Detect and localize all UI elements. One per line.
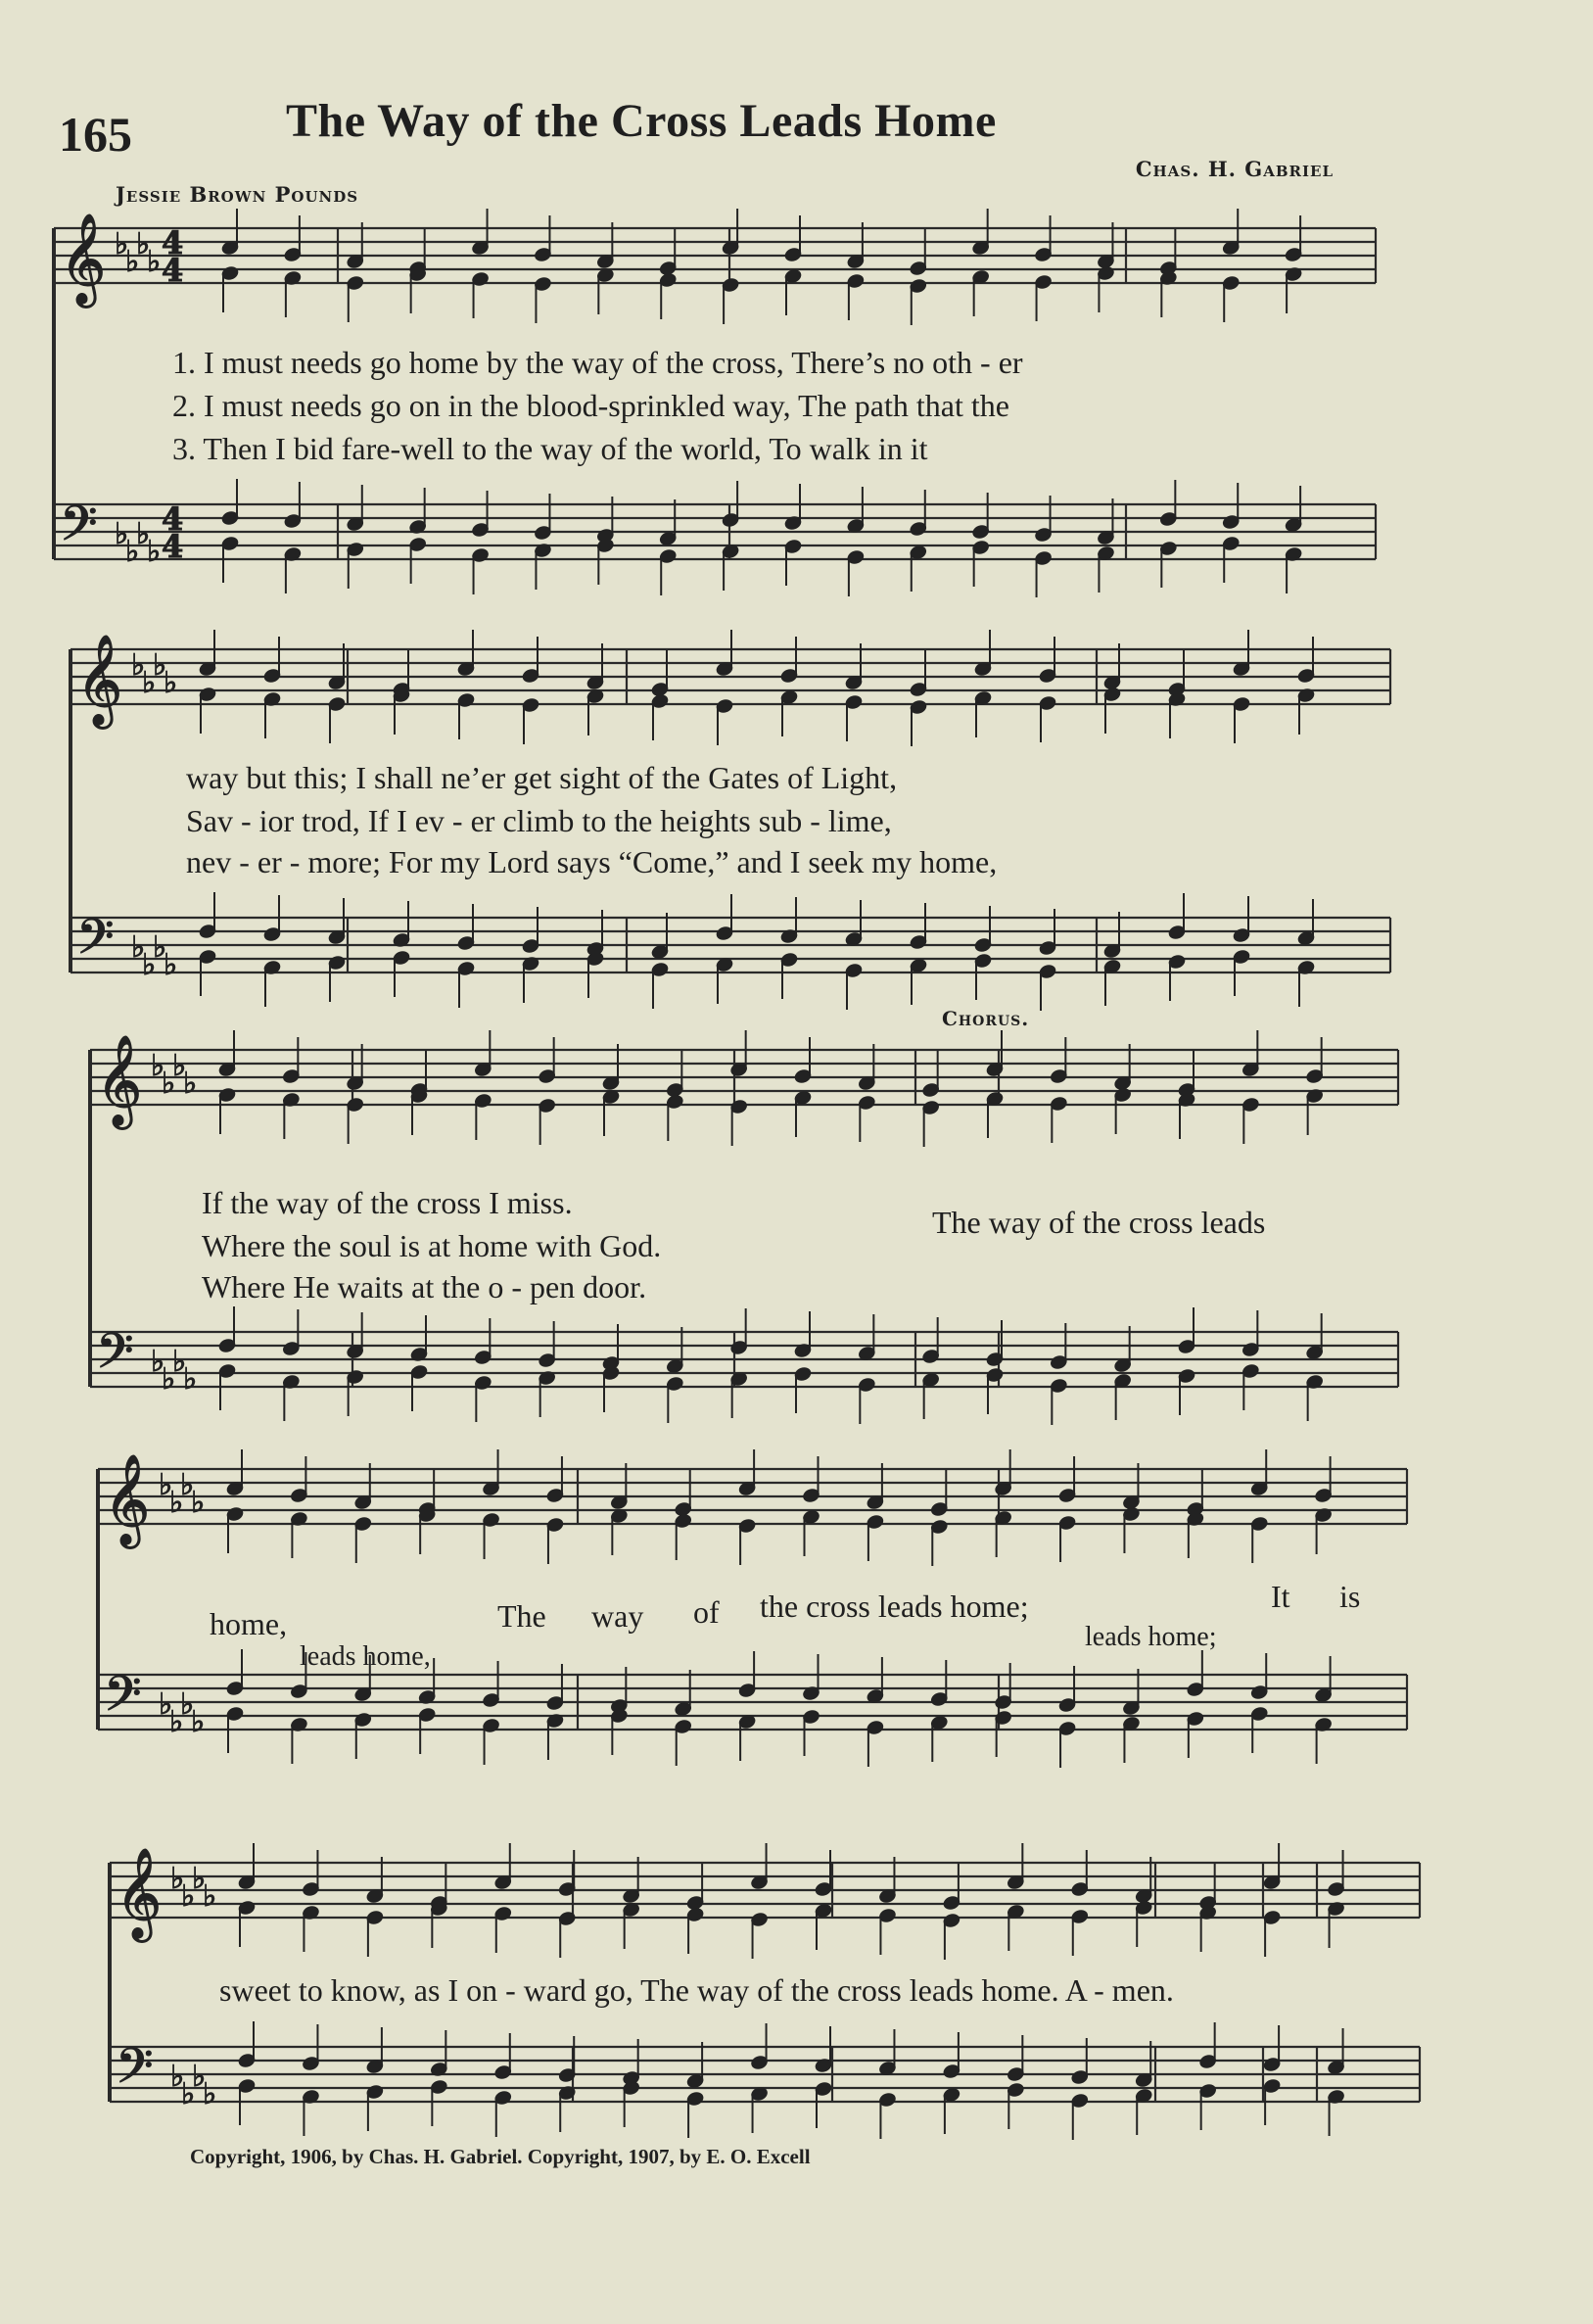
svg-text:♭: ♭ [183, 1362, 198, 1397]
svg-text:♭: ♭ [159, 1687, 173, 1722]
svg-text:♭: ♭ [192, 1862, 207, 1896]
lyric-s1-v2: 2. I must needs go on in the blood-sprinkled way, The path that the [172, 388, 1009, 423]
svg-text:♭: ♭ [153, 648, 167, 683]
svg-text:♭: ♭ [136, 517, 151, 551]
composer-credit: Chas. H. Gabriel [1135, 157, 1334, 181]
svg-text:♭: ♭ [203, 2077, 217, 2111]
lyric-s4-way: way [591, 1598, 644, 1634]
svg-text:♭: ♭ [136, 227, 151, 261]
svg-text:4: 4 [162, 252, 184, 289]
svg-text:♭: ♭ [180, 1687, 195, 1722]
svg-text:♭: ♭ [131, 648, 146, 683]
svg-text:♭: ♭ [147, 535, 162, 569]
lyric-chorus-line-1: The way of the cross leads [932, 1205, 1266, 1240]
svg-text:♭: ♭ [203, 1879, 217, 1914]
lyric-s4-alto-1: leads home, [300, 1641, 431, 1672]
svg-text:4: 4 [162, 500, 184, 538]
lyric-s1-v1: 1. I must needs go home by the way of the cross, There’s no oth - er [172, 345, 1023, 380]
svg-text:♭: ♭ [172, 1345, 187, 1379]
lyric-s4-cross-leads-home: the cross leads home; [760, 1589, 1029, 1624]
lyric-s3-v1: If the way of the cross I miss. [202, 1185, 573, 1220]
svg-text:𝄢: 𝄢 [60, 496, 98, 564]
svg-text:4: 4 [162, 224, 184, 261]
copyright-notice: Copyright, 1906, by Chas. H. Gabriel. Copyright, 1907, by E. O. Excell [190, 2145, 811, 2168]
svg-text:4: 4 [162, 528, 184, 565]
author-credit: Jessie Brown Pounds [116, 182, 359, 207]
lyric-s4-is: is [1339, 1579, 1361, 1614]
svg-text:♭: ♭ [125, 245, 140, 279]
svg-text:♭: ♭ [131, 930, 146, 965]
svg-text:♭: ♭ [169, 1705, 184, 1739]
svg-text:♭: ♭ [183, 1067, 198, 1101]
hymn-number: 165 [59, 107, 132, 162]
lyric-s2-v3: nev - er - more; For my Lord says “Come,” and I seek my home, [186, 844, 998, 879]
svg-text:♭: ♭ [170, 1862, 185, 1896]
svg-text:𝄢: 𝄢 [96, 1323, 134, 1392]
svg-text:♭: ♭ [153, 930, 167, 965]
svg-text:♭: ♭ [162, 1067, 176, 1101]
svg-text:♭: ♭ [142, 666, 157, 700]
svg-text:♭: ♭ [164, 948, 178, 982]
svg-text:𝄢: 𝄢 [76, 909, 115, 977]
lyric-s4-of: of [693, 1594, 720, 1630]
svg-text:♭: ♭ [180, 1468, 195, 1502]
lyric-s3-v2: Where the soul is at home with God. [202, 1228, 662, 1263]
svg-text:♭: ♭ [172, 1049, 187, 1083]
svg-text:♭: ♭ [162, 1362, 176, 1397]
svg-text:𝄞: 𝄞 [104, 1453, 151, 1544]
svg-text:𝄞: 𝄞 [76, 634, 123, 725]
chorus-label: Chorus. [942, 1007, 1030, 1030]
svg-text:♭: ♭ [170, 2060, 185, 2094]
svg-text:♭: ♭ [192, 2060, 207, 2094]
svg-text:♭: ♭ [164, 666, 178, 700]
svg-text:𝄞: 𝄞 [96, 1034, 143, 1125]
svg-text:♭: ♭ [142, 948, 157, 982]
svg-text:♭: ♭ [115, 227, 129, 261]
lyric-s4-it: It [1271, 1579, 1290, 1614]
svg-text:𝄞: 𝄞 [60, 213, 107, 304]
svg-text:♭: ♭ [191, 1705, 206, 1739]
svg-text:♭: ♭ [191, 1486, 206, 1520]
svg-text:♭: ♭ [151, 1049, 165, 1083]
hymn-title: The Way of the Cross Leads Home [286, 95, 997, 147]
svg-text:♭: ♭ [181, 2077, 196, 2111]
svg-text:♭: ♭ [115, 517, 129, 551]
svg-text:♭: ♭ [181, 1879, 196, 1914]
lyric-s3-v3: Where He waits at the o - pen door. [202, 1269, 647, 1304]
lyric-s4-alto-2: leads home; [1085, 1622, 1217, 1652]
lyric-s1-v3: 3. Then I bid fare-well to the way of the world, To walk in it [172, 431, 928, 466]
svg-text:♭: ♭ [159, 1468, 173, 1502]
svg-text:♭: ♭ [151, 1345, 165, 1379]
lyric-s4-the: The [497, 1598, 546, 1634]
svg-text:𝄢: 𝄢 [116, 2038, 154, 2107]
lyric-s5: sweet to know, as I on - ward go, The way of the cross leads home. A - men. [219, 1972, 1174, 2008]
lyric-s4-home: home, [210, 1606, 288, 1641]
svg-text:♭: ♭ [147, 245, 162, 279]
svg-text:♭: ♭ [169, 1486, 184, 1520]
svg-text:𝄢: 𝄢 [104, 1666, 142, 1734]
lyric-s2-v1: way but this; I shall ne’er get sight of the Gates of Light, [186, 760, 898, 795]
lyric-s2-v2: Sav - ior trod, If I ev - er climb to the heights sub - lime, [186, 803, 892, 838]
svg-text:𝄞: 𝄞 [116, 1847, 163, 1938]
svg-text:♭: ♭ [125, 535, 140, 569]
